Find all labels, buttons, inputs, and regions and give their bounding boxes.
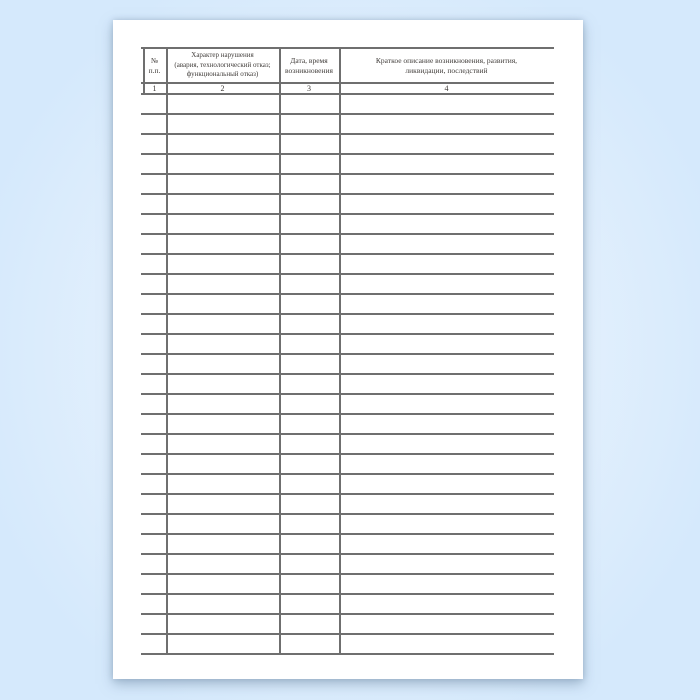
header-text-line: № (150, 56, 159, 65)
document-page (113, 20, 583, 679)
empty-table-row (141, 155, 554, 175)
empty-table-row (141, 595, 554, 615)
header-text-line: ликвидации, последствий (405, 65, 488, 75)
column-index-cell: 4 (444, 84, 449, 93)
empty-table-row (141, 295, 554, 315)
column-separator-line (339, 49, 341, 655)
header-text-line: Краткое описание возникновения, развития, (375, 56, 518, 65)
empty-table-row (141, 335, 554, 355)
header-cell-violation-type (166, 49, 279, 82)
empty-table-row (141, 275, 554, 295)
empty-table-row (141, 455, 554, 475)
empty-table-row (141, 315, 554, 335)
empty-table-row (141, 575, 554, 595)
table-left-border-line (143, 49, 145, 93)
empty-table-row (141, 515, 554, 535)
empty-table-row (141, 615, 554, 635)
header-cell-number (143, 49, 166, 82)
header-text-line: Характер нарушения (191, 51, 254, 60)
column-index-cell: 2 (220, 84, 225, 93)
empty-table-row (141, 635, 554, 655)
empty-table-row (141, 175, 554, 195)
empty-table-row (141, 415, 554, 435)
header-text-line: п.п. (148, 65, 161, 75)
empty-table-row (141, 135, 554, 155)
empty-table-row (141, 255, 554, 275)
empty-table-row (141, 115, 554, 135)
column-index-cell: 3 (307, 84, 311, 93)
header-text-line: возникновения (285, 65, 333, 75)
empty-table-row (141, 555, 554, 575)
empty-table-row (141, 235, 554, 255)
column-separator-line (279, 49, 281, 655)
header-text-line: (авария, технологический отказ; (174, 60, 271, 69)
header-text-line: функциональный отказ) (186, 70, 259, 79)
header-text-line: Дата, время (290, 56, 328, 65)
empty-table-row (141, 95, 554, 115)
violations-journal-table (141, 47, 554, 655)
header-cell-description (339, 49, 554, 82)
empty-table-row (141, 195, 554, 215)
header-cell-date-time (279, 49, 339, 82)
empty-table-row (141, 435, 554, 455)
empty-table-row (141, 395, 554, 415)
empty-table-row (141, 495, 554, 515)
column-index-cell: 1 (152, 84, 157, 93)
empty-table-row (141, 375, 554, 395)
table-body (141, 95, 554, 655)
empty-table-row (141, 535, 554, 555)
table-header-row (141, 49, 554, 84)
empty-table-row (141, 475, 554, 495)
column-separator-line (166, 49, 168, 655)
column-index-row (141, 84, 554, 95)
empty-table-row (141, 215, 554, 235)
empty-table-row (141, 355, 554, 375)
